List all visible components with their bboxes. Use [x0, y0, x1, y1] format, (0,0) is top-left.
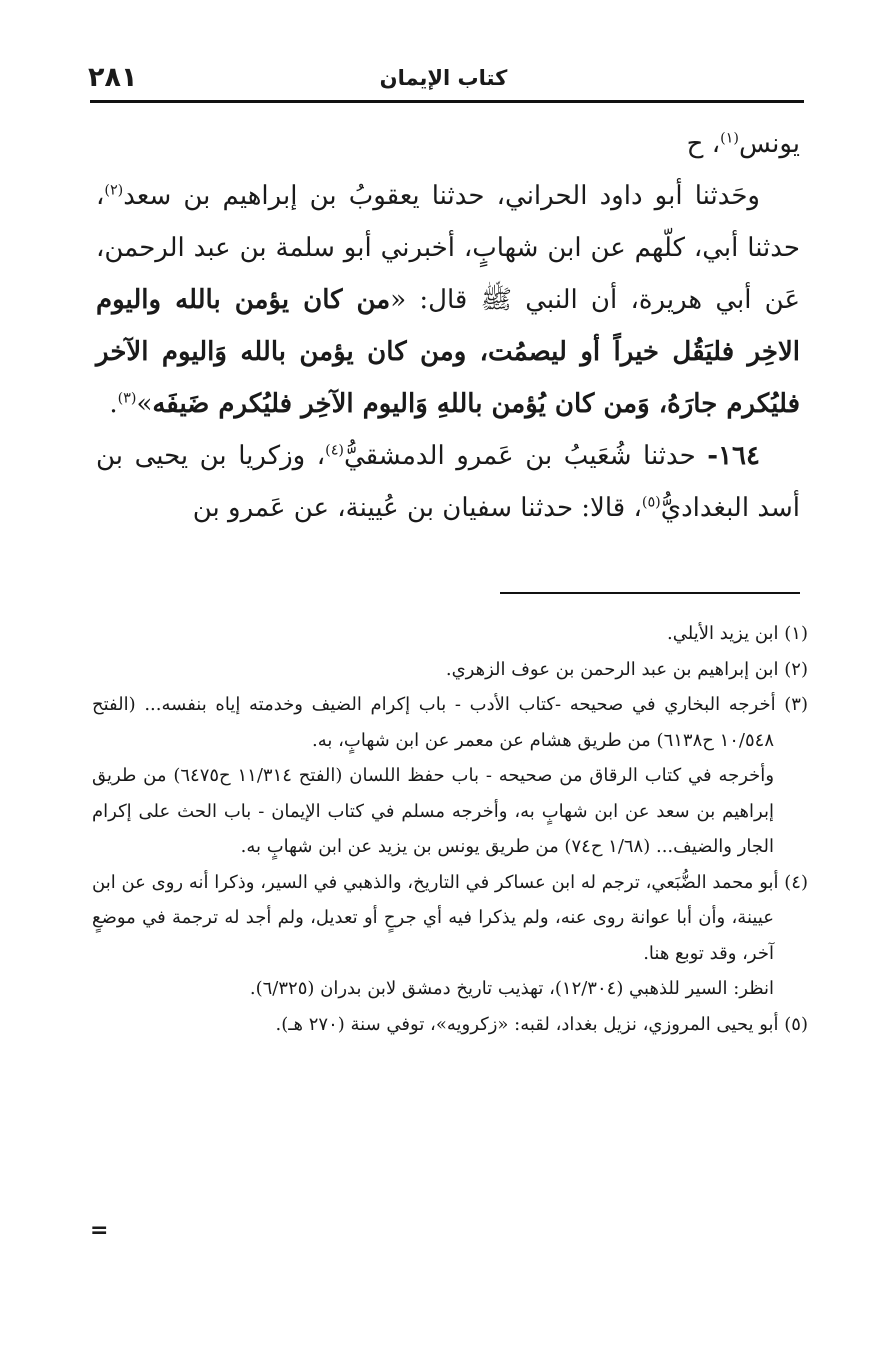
- running-title: كتاب الإيمان: [379, 66, 508, 90]
- hadith-number: ١٦٤-: [707, 441, 760, 471]
- text-run: وحَدثنا أبو داود الحراني، حدثنا يعقوبُ بن إبراهيم بن سعد: [123, 181, 760, 211]
- footnote-text: أبو محمد الضُّبَعي، ترجم له ابن عساكر في التاريخ، والذهبي في السير، وذكرا أنه روى عن ابن عيينة، وأن أبا عوانة روى عنه، ولم يذكرا فيه أي جرحٍ أو تعديل، ولم أجد له ترجمة في موضعٍ آخر، وقد توبع هنا.: [92, 871, 779, 964]
- footnote-ref-1: (١): [720, 130, 739, 147]
- main-text: [96, 118, 800, 534]
- text-run: حدثنا شُعَيبُ بن عَمرو الدمشقيُّ: [343, 441, 708, 471]
- text-run: ، حدثنا أبي، كلّهم عن ابن شهابٍ، أخبرني أبو سلمة بن عبد الرحمن، عَن أبي هريرة، أن النبي ﷺ قال: «: [96, 181, 800, 315]
- footnote-text: انظر: السير للذهبي (١٢/٣٠٤)، تهذيب تاريخ دمشق لابن بدران (٦/٣٢٥).: [249, 978, 774, 999]
- footnote-ref-2: (٢): [104, 182, 124, 199]
- footnote-separator: [500, 592, 800, 594]
- text-run: ، ح: [686, 129, 721, 159]
- text-run: »: [136, 389, 153, 419]
- footnote-text: ابن يزيد الأيلي.: [667, 623, 779, 644]
- footnote-text: أخرجه البخاري في صحيحه -كتاب الأدب - باب إكرام الضيف وخدمته إياه بنفسه... (الفتح ١٠/٥٤٨ ح٦١٣٨) من طريق هشام عن معمر عن ابن شهابٍ، به.: [92, 694, 776, 751]
- text-run: .: [109, 389, 118, 419]
- footnote-text: أبو يحيى المروزي، نزيل بغداد، لقبه: «زكرويه»، توفي سنة (٢٧٠ هـ).: [275, 1013, 779, 1035]
- text-run: ، وزكريا بن يحيى بن أسد البغداديُّ: [96, 441, 800, 523]
- header-rule: [90, 100, 804, 103]
- footnote-text: ابن إبراهيم بن عبد الرحمن بن عوف الزهري.: [445, 658, 779, 680]
- paragraph-1: [96, 118, 800, 170]
- footnote-marker: (٤): [784, 871, 808, 893]
- text-run: ، قالا: حدثنا سفيان بن عُيينة، عن عَمرو بن: [192, 493, 642, 523]
- footnote-marker: (١): [784, 623, 808, 644]
- footnote-ref-3: (٣): [117, 390, 137, 407]
- footnote-4: [92, 865, 808, 1007]
- page-number: ٢٨١: [88, 62, 138, 93]
- footnote-marker: (٥): [784, 1013, 808, 1035]
- footnote-ref-4: (٤): [325, 442, 344, 459]
- hadith-matn: من كان يؤمن بالله واليوم الاخِر فليَقُل خيراً أو ليصمُت، ومن كان يؤمن بالله وَاليوم الآخر فليُكرم جارَهُ، وَمن كان يُؤمن باللهِ وَاليوم الآخِر فليُكرم ضَيفَه: [96, 285, 800, 419]
- paragraph-3: [96, 430, 800, 534]
- footnote-marker: (٢): [784, 658, 808, 680]
- footnotes: [92, 616, 808, 1042]
- page-header: [88, 62, 799, 98]
- footnote-3: [92, 687, 808, 865]
- footnote-5: [92, 1007, 808, 1043]
- text-run: يونس: [738, 129, 800, 159]
- footnote-2: [92, 652, 808, 688]
- footnote-1: [92, 616, 808, 652]
- footnote-marker: (٣): [784, 694, 808, 715]
- paragraph-2: [96, 170, 800, 430]
- footnote-ref-5: (٥): [641, 494, 661, 511]
- footnote-text: وأخرجه في كتاب الرقاق من صحيحه - باب حفظ اللسان (الفتح ١١/٣١٤ ح٦٤٧٥) من طريق إبراهيم بن سعد عن ابن شهابٍ به، وأخرجه مسلم في كتاب الإيمان - باب الحث على إكرام الجار والضيف... (١/٦٨ ح٧٤) من طريق يونس بن يزيد عن ابن شهابٍ به.: [92, 765, 775, 857]
- page-end-mark: =: [90, 1218, 109, 1243]
